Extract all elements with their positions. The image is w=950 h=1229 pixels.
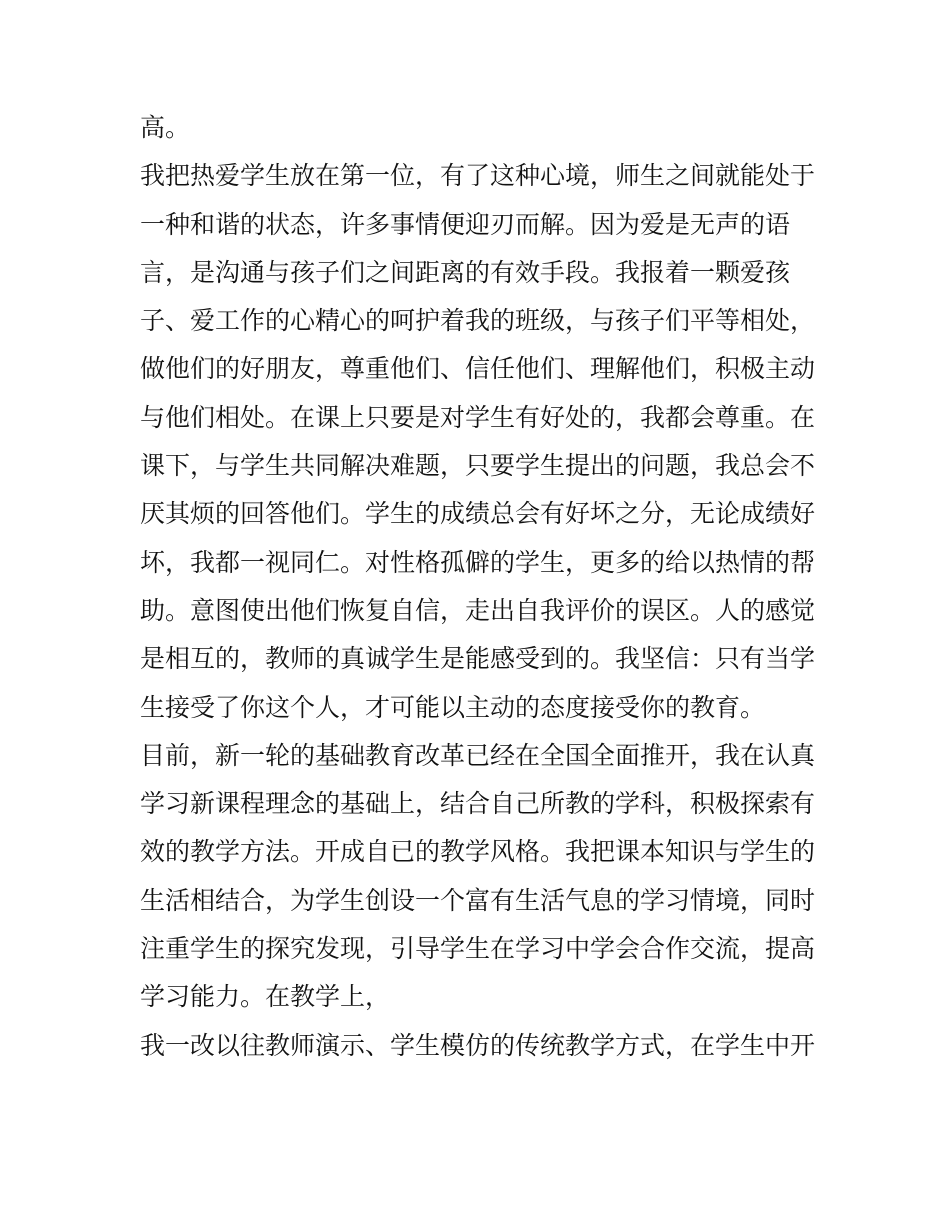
text-line: 做他们的好朋友，尊重他们、信任他们、理解他们，积极主动 <box>140 354 816 384</box>
text-line: 我一改以往教师演示、学生模仿的传统教学方式，在学生中开 <box>140 1030 816 1060</box>
text-line: 坏，我都一视同仁。对性格孤僻的学生，更多的给以热情的帮 <box>140 547 816 577</box>
text-line: 学习能力。在教学上， <box>140 982 391 1012</box>
text-line: 厌其烦的回答他们。学生的成绩总会有好坏之分，无论成绩好 <box>140 499 816 529</box>
text-line: 言，是沟通与孩子们之间距离的有效手段。我报着一颗爱孩 <box>140 257 791 287</box>
text-line: 与他们相处。在课上只要是对学生有好处的，我都会尊重。在 <box>140 402 816 432</box>
text-line: 子、爱工作的心精心的呵护着我的班级，与孩子们平等相处， <box>140 306 816 336</box>
text-line: 学习新课程理念的基础上，结合自己所教的学科，积极探索有 <box>140 789 816 819</box>
text-line: 高。 <box>140 113 191 142</box>
text-line: 助。意图使出他们恢复自信，走出自我评价的误区。人的感觉 <box>140 595 816 625</box>
text-line: 注重学生的探究发现，引导学生在学习中学会合作交流，提高 <box>140 934 816 964</box>
text-line: 一种和谐的状态，许多事情便迎刃而解。因为爱是无声的语 <box>140 209 791 239</box>
text-line: 目前，新一轮的基础教育改革已经在全国全面推开，我在认真 <box>140 740 816 770</box>
body-text <box>140 104 830 1070</box>
text-line: 我把热爱学生放在第一位，有了这种心境，师生之间就能处于 <box>140 161 816 191</box>
text-line: 效的教学方法。开成自已的教学风格。我把课本知识与学生的 <box>140 837 816 867</box>
text-line: 生活相结合，为学生创设一个富有生活气息的学习情境，同时 <box>140 885 816 915</box>
text-line: 是相互的，教师的真诚学生是能感受到的。我坚信：只有当学 <box>140 644 816 674</box>
text-line: 课下，与学生共同解决难题，只要学生提出的问题，我总会不 <box>140 451 816 481</box>
text-line: 生接受了你这个人，才可能以主动的态度接受你的教育。 <box>140 692 766 722</box>
